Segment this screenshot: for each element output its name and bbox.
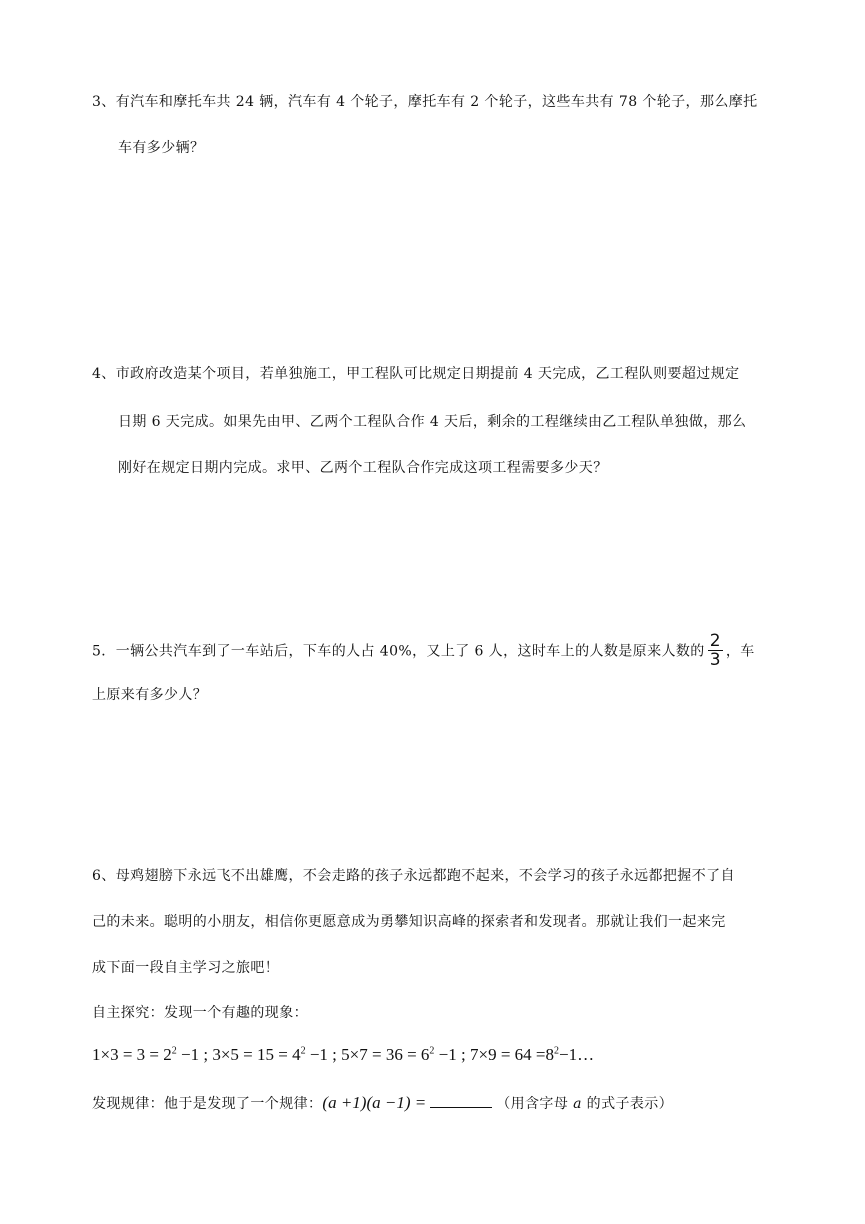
q4-line-1: 4、市政府改造某个项目，若单独施工，甲工程队可比规定日期提前 4 天完成，乙工程队则要超过规定: [92, 366, 740, 382]
pattern-equations: [92, 1045, 594, 1065]
rule-line: [92, 1093, 673, 1114]
q5-fraction: [708, 633, 723, 668]
pattern-eq-2: 3×5 = 15 = 4: [212, 1045, 301, 1064]
pattern-exp-3: 2: [429, 1045, 435, 1057]
pattern-exp-1: 2: [171, 1045, 177, 1057]
pattern-tail-1: −1 ;: [176, 1045, 213, 1064]
rule-expression: (a +1)(a −1) =: [322, 1093, 427, 1112]
pattern-tail-3: −1 ;: [434, 1045, 470, 1064]
pattern-tail-2: −1 ;: [305, 1045, 342, 1064]
q4-line-3: 刚好在规定日期内完成。求甲、乙两个工程队合作完成这项工程需要多少天？: [118, 460, 608, 476]
q6-line-3: 成下面一段自主学习之旅吧！: [92, 960, 280, 976]
q6-line-2: 己的未来。聪明的小朋友，相信你更愿意成为勇攀知识高峰的探索者和发现者。那就让我们一起来完: [92, 914, 726, 930]
explore-label: 自主探究：发现一个有趣的现象：: [92, 1005, 308, 1021]
q5-line-1-text: 5．一辆公共汽车到了一车站后，下车的人占 40%，又上了 6 人，这时车上的人数是原来人数的: [92, 643, 705, 660]
pattern-tail-4: −1…: [559, 1045, 595, 1064]
q5-line-1-tail: ，车: [725, 643, 755, 660]
rule-label: 发现规律：他于是发现了一个规律：: [92, 1096, 323, 1112]
q4-line-2: 日期 6 天完成。如果先由甲、乙两个工程队合作 4 天后，剩余的工程继续由乙工程队单独做，那么: [118, 414, 747, 430]
pattern-eq-1: 1×3 = 3 = 2: [92, 1045, 172, 1064]
q5-line-1: [92, 631, 755, 670]
answer-blank[interactable]: [430, 1093, 492, 1108]
fraction-denominator: 3: [709, 650, 721, 670]
rule-hint-before: （用含字母: [496, 1096, 574, 1112]
q3-line-1: 3、有汽车和摩托车共 24 辆，汽车有 4 个轮子，摩托车有 2 个轮子，这些车共有 78 个轮子，那么摩托: [92, 94, 758, 110]
q6-line-1: 6、母鸡翅膀下永远飞不出雄鹰，不会走路的孩子永远都跑不起来，不会学习的孩子永远都把握不了自: [92, 868, 735, 884]
pattern-eq-4: 7×9 = 64 =8: [469, 1045, 554, 1064]
pattern-eq-3: 5×7 = 36 = 6: [341, 1045, 430, 1064]
rule-hint-after: 的式子表示）: [581, 1096, 674, 1112]
q3-line-2: 车有多少辆？: [118, 140, 205, 156]
pattern-exp-4: 2: [554, 1045, 559, 1057]
fraction-numerator: 2: [709, 631, 721, 651]
rule-hint-variable: a: [573, 1096, 582, 1112]
q5-line-2: 上原来有多少人？: [92, 687, 208, 703]
pattern-exp-2: 2: [300, 1045, 306, 1057]
